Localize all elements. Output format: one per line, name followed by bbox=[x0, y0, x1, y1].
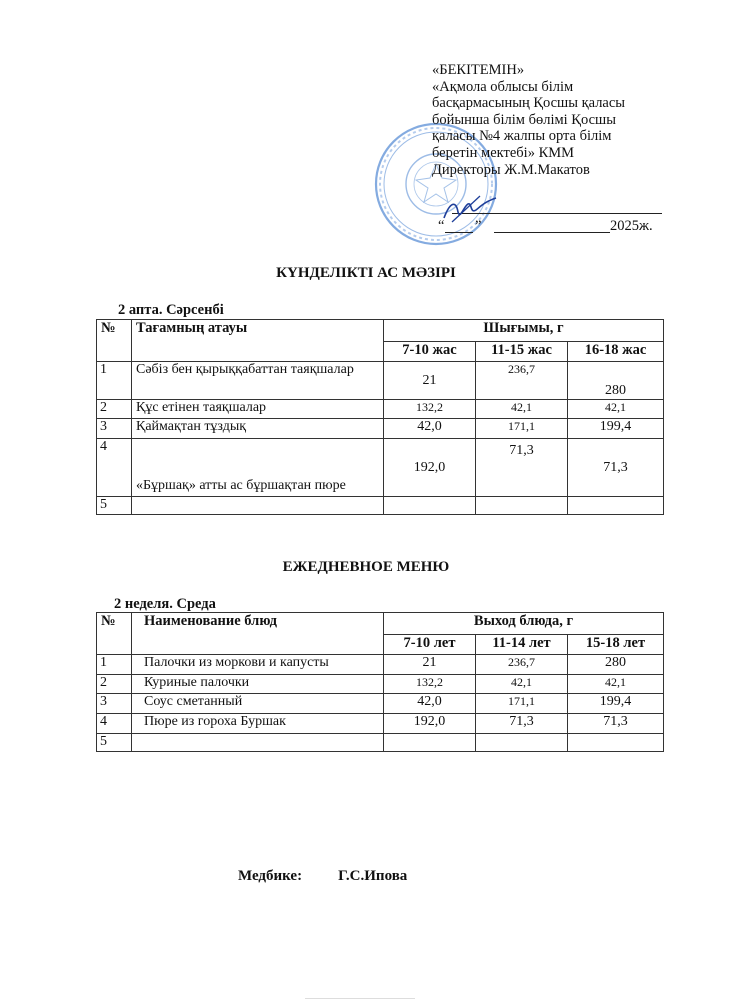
ru-menu-subtitle: 2 неделя. Среда bbox=[114, 596, 216, 612]
table-row bbox=[97, 655, 664, 675]
dish-name: Соус сметанный bbox=[132, 694, 384, 714]
portion-value bbox=[384, 497, 476, 515]
row-number: 4 bbox=[97, 714, 132, 734]
row-number: 1 bbox=[97, 655, 132, 675]
portion-value: 236,7 bbox=[476, 362, 568, 400]
approval-line: беретін мектебі» КММ bbox=[432, 144, 575, 161]
portion-value bbox=[476, 497, 568, 515]
page-edge-mark bbox=[305, 998, 415, 999]
portion-value: 71,3 bbox=[476, 714, 568, 734]
quote-open: “ bbox=[438, 218, 445, 234]
age-header: 15-18 лет bbox=[568, 635, 664, 655]
table-row bbox=[97, 400, 664, 419]
portion-value: 192,0 bbox=[384, 714, 476, 734]
portion-value: 192,0 bbox=[384, 439, 476, 497]
ru-menu-table bbox=[96, 612, 664, 752]
portion-value bbox=[568, 734, 664, 752]
row-number: 5 bbox=[97, 497, 132, 515]
row-number: 5 bbox=[97, 734, 132, 752]
table-row bbox=[97, 675, 664, 694]
ru-menu-title: ЕЖЕДНЕВНОЕ МЕНЮ bbox=[282, 559, 450, 575]
table-row bbox=[97, 419, 664, 439]
portion-value: 42,0 bbox=[384, 419, 476, 439]
row-number: 3 bbox=[97, 694, 132, 714]
age-header: 11-15 жас bbox=[476, 342, 568, 362]
kz-menu-subtitle: 2 апта. Сәрсенбі bbox=[118, 302, 224, 318]
table-row bbox=[97, 734, 664, 752]
portion-value: 21 bbox=[384, 655, 476, 675]
portion-value: 42,1 bbox=[476, 675, 568, 694]
approval-line: қаласы №4 жалпы орта білім bbox=[432, 128, 612, 145]
age-header: 16-18 жас bbox=[568, 342, 664, 362]
age-header: 7-10 лет bbox=[384, 635, 476, 655]
portion-value: 132,2 bbox=[384, 400, 476, 419]
portion-value: 236,7 bbox=[476, 655, 568, 675]
column-header-name: Наименование блюд bbox=[132, 613, 384, 655]
column-header-num: № bbox=[97, 320, 132, 362]
dish-name: Қаймақтан тұздық bbox=[132, 419, 384, 439]
portion-value: 199,4 bbox=[568, 419, 664, 439]
portion-value bbox=[568, 497, 664, 515]
dish-name bbox=[132, 734, 384, 752]
age-header: 11-14 лет bbox=[476, 635, 568, 655]
dish-name: Палочки из моркови и капусты bbox=[132, 655, 384, 675]
approval-block bbox=[432, 62, 682, 178]
dish-name: Пюре из гороха Буршак bbox=[132, 714, 384, 734]
kz-menu-table bbox=[96, 319, 664, 515]
table-row bbox=[97, 497, 664, 515]
column-header-output: Выход блюда, г bbox=[384, 613, 664, 635]
quote-close: ” bbox=[475, 218, 482, 234]
approval-line: «Ақмола облысы білім bbox=[432, 78, 574, 95]
column-header-output: Шығымы, г bbox=[384, 320, 664, 342]
portion-value: 71,3 bbox=[568, 439, 664, 497]
nurse-signature-line bbox=[238, 868, 407, 885]
column-header-name: Тағамның атауы bbox=[132, 320, 384, 362]
director-line: Директоры Ж.М.Макатов bbox=[432, 161, 590, 178]
table-row bbox=[97, 694, 664, 714]
portion-value: 171,1 bbox=[476, 419, 568, 439]
dish-name: «Бұршақ» атты ас бұршақтан пюре bbox=[132, 439, 384, 497]
portion-value: 280 bbox=[568, 655, 664, 675]
dish-name: Құс етінен таяқшалар bbox=[132, 400, 384, 419]
portion-value: 71,3 bbox=[476, 439, 568, 497]
table-row bbox=[97, 439, 664, 497]
portion-value: 42,1 bbox=[568, 400, 664, 419]
row-number: 2 bbox=[97, 675, 132, 694]
row-number: 4 bbox=[97, 439, 132, 497]
approval-line: бойынша білім бөлімі Қосшы bbox=[432, 111, 616, 128]
portion-value: 42,1 bbox=[568, 675, 664, 694]
nurse-role: Медбике: bbox=[238, 868, 303, 884]
portion-value bbox=[384, 734, 476, 752]
portion-value: 132,2 bbox=[384, 675, 476, 694]
row-number: 3 bbox=[97, 419, 132, 439]
portion-value bbox=[476, 734, 568, 752]
approval-line: басқармасының Қосшы қаласы bbox=[432, 95, 626, 112]
portion-value: 171,1 bbox=[476, 694, 568, 714]
portion-value: 42,0 bbox=[384, 694, 476, 714]
column-header-num: № bbox=[97, 613, 132, 655]
table-row bbox=[97, 362, 664, 400]
table-row bbox=[97, 714, 664, 734]
approval-title: «БЕКІТЕМІН» bbox=[432, 62, 525, 78]
portion-value: 199,4 bbox=[568, 694, 664, 714]
portion-value: 71,3 bbox=[568, 714, 664, 734]
dish-name: Куриные палочки bbox=[132, 675, 384, 694]
portion-value: 42,1 bbox=[476, 400, 568, 419]
row-number: 1 bbox=[97, 362, 132, 400]
nurse-name: Г.С.Ипова bbox=[338, 868, 408, 884]
dish-name: Сәбіз бен қырыққабаттан таяқшалар bbox=[132, 362, 384, 400]
portion-value: 21 bbox=[384, 362, 476, 400]
director-signature bbox=[440, 192, 500, 226]
age-header: 7-10 жас bbox=[384, 342, 476, 362]
dish-name bbox=[132, 497, 384, 515]
row-number: 2 bbox=[97, 400, 132, 419]
portion-value: 280 bbox=[568, 362, 664, 400]
approval-year: 2025ж. bbox=[610, 218, 653, 234]
kz-menu-title: КҮНДЕЛІКТІ АС МӘЗІРІ bbox=[276, 265, 456, 281]
